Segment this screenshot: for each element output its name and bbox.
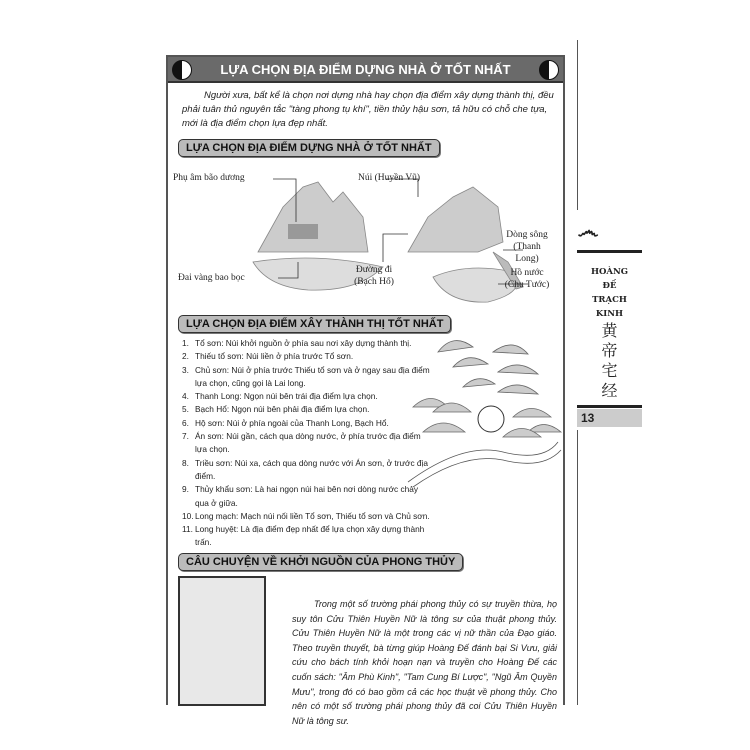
section-heading-city: LỰA CHỌN ĐỊA ĐIỂM XÂY THÀNH THỊ TỐT NHẤT bbox=[178, 315, 451, 333]
page-title-bar bbox=[168, 57, 563, 83]
divider bbox=[577, 405, 642, 408]
section-heading-house: LỰA CHỌN ĐỊA ĐIỂM DỰNG NHÀ Ở TỐT NHẤT bbox=[178, 139, 440, 157]
label-nui-huyen-vu: Núi (Huyền Vũ) bbox=[358, 173, 421, 183]
label-dai-vang-bao-boc: Đai vàng bao bọc bbox=[178, 273, 245, 283]
page-frame bbox=[166, 55, 565, 726]
page-title: LỰA CHỌN ĐỊA ĐIỂM DỰNG NHÀ Ở TỐT NHẤT bbox=[220, 62, 511, 77]
label-dong-song: Dòng sông (Thanh Long) bbox=[506, 230, 548, 264]
label-ho-nuoc: Hồ nước (Chu Tước) bbox=[504, 268, 550, 290]
section-heading-story: CÂU CHUYỆN VỀ KHỞI NGUỒN CỦA PHONG THỦY bbox=[178, 553, 463, 571]
margin-line bbox=[577, 430, 578, 705]
book-title-chinese: 黄 帝 宅 经 bbox=[601, 323, 618, 400]
list-item: 9. Thủy khẩu sơn: Là hai ngọn núi hai bên nơi dòng nước chảy qua ở giữa. bbox=[182, 484, 418, 508]
list-item: 6. Hộ sơn: Núi ở phía ngoài của Thanh Long, Bạch Hổ. bbox=[182, 417, 389, 428]
city-site-list bbox=[182, 337, 432, 550]
city-site-diagram bbox=[403, 332, 563, 492]
label-duong-di: Đường đi (Bạch Hổ) bbox=[354, 265, 394, 287]
cuu-thien-huyen-nu-illustration bbox=[178, 576, 266, 706]
intro-paragraph: Người xưa, bất kể là chọn nơi dựng nhà hay chọn địa điểm xây dựng thành thị, đều phải tuân thủ nguyên tắc "tàng phong tụ khí", tiền thủy hậu sơn, tả hữu có chỗ che tựa, mới là địa điểm chọn lựa đẹp nhất. bbox=[182, 90, 554, 129]
yin-yang-icon bbox=[539, 60, 559, 80]
list-item: 11. Long huyệt: Là địa điểm đẹp nhất để lựa chọn xây dựng thành trấn. bbox=[182, 524, 425, 548]
list-item: 3. Chủ sơn: Núi ở phía trước Thiếu tổ sơn và ở ngay sau địa điểm lựa chọn, cũng gọi là Lai long. bbox=[182, 364, 430, 388]
yin-yang-icon bbox=[172, 60, 192, 80]
list-item: 4. Thanh Long: Ngọn núi bên trái địa điểm lựa chọn. bbox=[182, 391, 378, 402]
book-title-vertical: HOÀNG ĐẾ TRẠCH KINH bbox=[590, 267, 629, 319]
list-item: 5. Bạch Hổ: Ngọn núi bên phải địa điểm lựa chọn. bbox=[182, 404, 370, 415]
list-item: 8. Triều sơn: Núi xa, cách qua dòng nước với Án sơn, ở trước địa điểm. bbox=[182, 457, 428, 481]
margin-line bbox=[577, 40, 578, 210]
list-item: 2. Thiếu tổ sơn: Núi liền ở phía trước Tổ sơn. bbox=[182, 351, 354, 362]
label-phu-am-bao-duong: Phụ âm bão dương bbox=[173, 173, 245, 183]
dragon-emblem-icon: ෴ bbox=[577, 218, 598, 244]
list-item: 1. Tổ sơn: Núi khởi nguồn ở phía sau nơi xây dựng thành thị. bbox=[182, 338, 412, 348]
story-paragraph: Trong một số trường phái phong thủy có sự truyền thừa, họ suy tôn Cửu Thiên Huyền Nữ là tông sư của thuật phong thủy. Cửu Thiên Huyền Nữ là một trong các vị nữ thần của Đạo giáo. Theo truyền thuyết, bà từng giúp Hoàng Đế đánh bại Si Vưu, giải cứu cho bách tính khỏi hoạn nạn và truyền cho Hoàng Đế các cuốn sách: "Âm Phù Kinh", "Tam Cung Bí Lược", "Ngũ Âm Quyền Mưu", trong đó có bao gồm cả các học thuật về phong thủy. Cho nên có một số trường phái phong thủy đã coi Cửu Thiên Huyền Nữ là tông sư. bbox=[292, 599, 557, 726]
list-item: 7. Án sơn: Núi gần, cách qua dòng nước, ở phía trước địa điểm lựa chọn. bbox=[182, 431, 421, 455]
page-number: 13 bbox=[577, 409, 642, 427]
divider bbox=[577, 250, 642, 253]
list-item: 10. Long mạch: Mạch núi nối liền Tổ sơn, Thiếu tổ sơn và Chủ sơn. bbox=[182, 510, 430, 521]
